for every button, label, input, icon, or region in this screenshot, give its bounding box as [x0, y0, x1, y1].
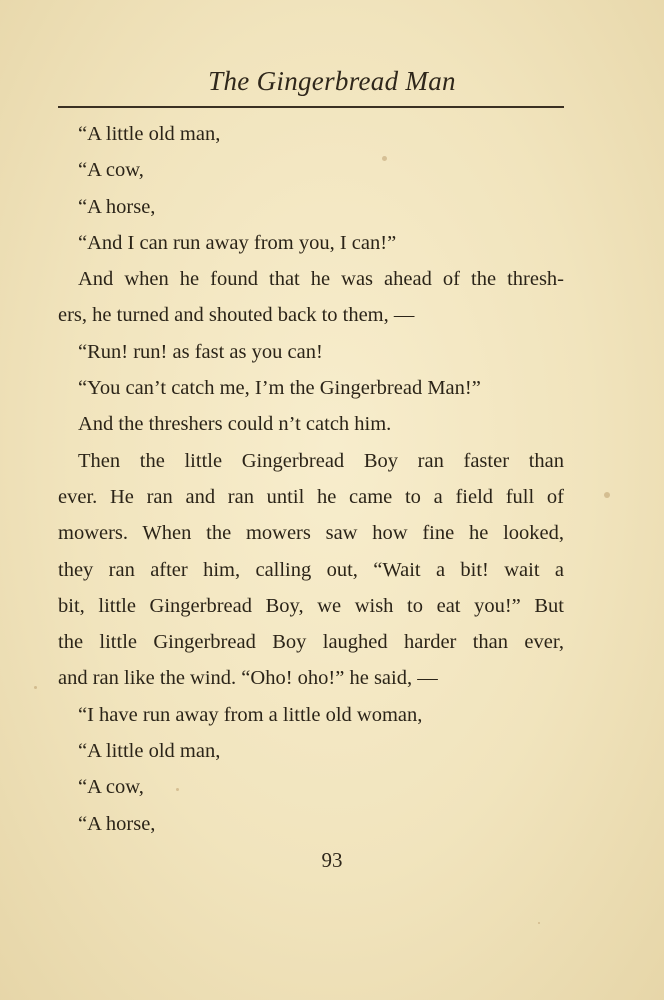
text-line: “A little old man, — [78, 123, 221, 145]
paper-speck — [34, 686, 37, 689]
paper-speck — [382, 156, 387, 161]
text-line: ever. He ran and ran until he came to a field full of — [58, 485, 564, 508]
running-header-title: The Gingerbread Man — [208, 66, 456, 96]
text-line: “A cow, — [78, 159, 144, 182]
text-line: mowers. When the mowers saw how fine he looked, — [58, 522, 564, 545]
text-line: “A horse, — [78, 195, 156, 218]
header-rule — [58, 106, 564, 108]
text-line: “A horse, — [78, 812, 156, 835]
text-line: and ran like the wind. “Oho! oho!” he said, — — [58, 667, 438, 690]
text-line: “And I can run away from you, I can!” — [78, 231, 397, 254]
text-line: “You can’t catch me, I’m the Gingerbread Man!” — [78, 377, 481, 400]
text-line: “Run! run! as fast as you can! — [78, 340, 323, 363]
text-line: they ran after him, calling out, “Wait a bit! wait a — [58, 558, 564, 581]
text-line: Then the little Gingerbread Boy ran faster than — [78, 449, 564, 472]
text-line: “A little old man, — [78, 740, 221, 763]
text-line: And the threshers could n’t catch him. — [78, 413, 392, 436]
text-line: “I have run away from a little old woman, — [78, 703, 423, 726]
paper-speck — [604, 492, 610, 498]
text-line: And when he found that he was ahead of the thresh- — [78, 268, 564, 291]
text-line: ers, he turned and shouted back to them, — — [58, 304, 415, 327]
text-line: “A cow, — [78, 776, 144, 799]
text-line: the little Gingerbread Boy laughed harder than ever, — [58, 631, 564, 654]
paper-speck — [176, 788, 179, 791]
body-text — [58, 116, 564, 842]
text-line: bit, little Gingerbread Boy, we wish to eat you!” But — [58, 594, 564, 617]
page-number: 93 — [321, 848, 343, 872]
paper-speck — [538, 922, 540, 924]
